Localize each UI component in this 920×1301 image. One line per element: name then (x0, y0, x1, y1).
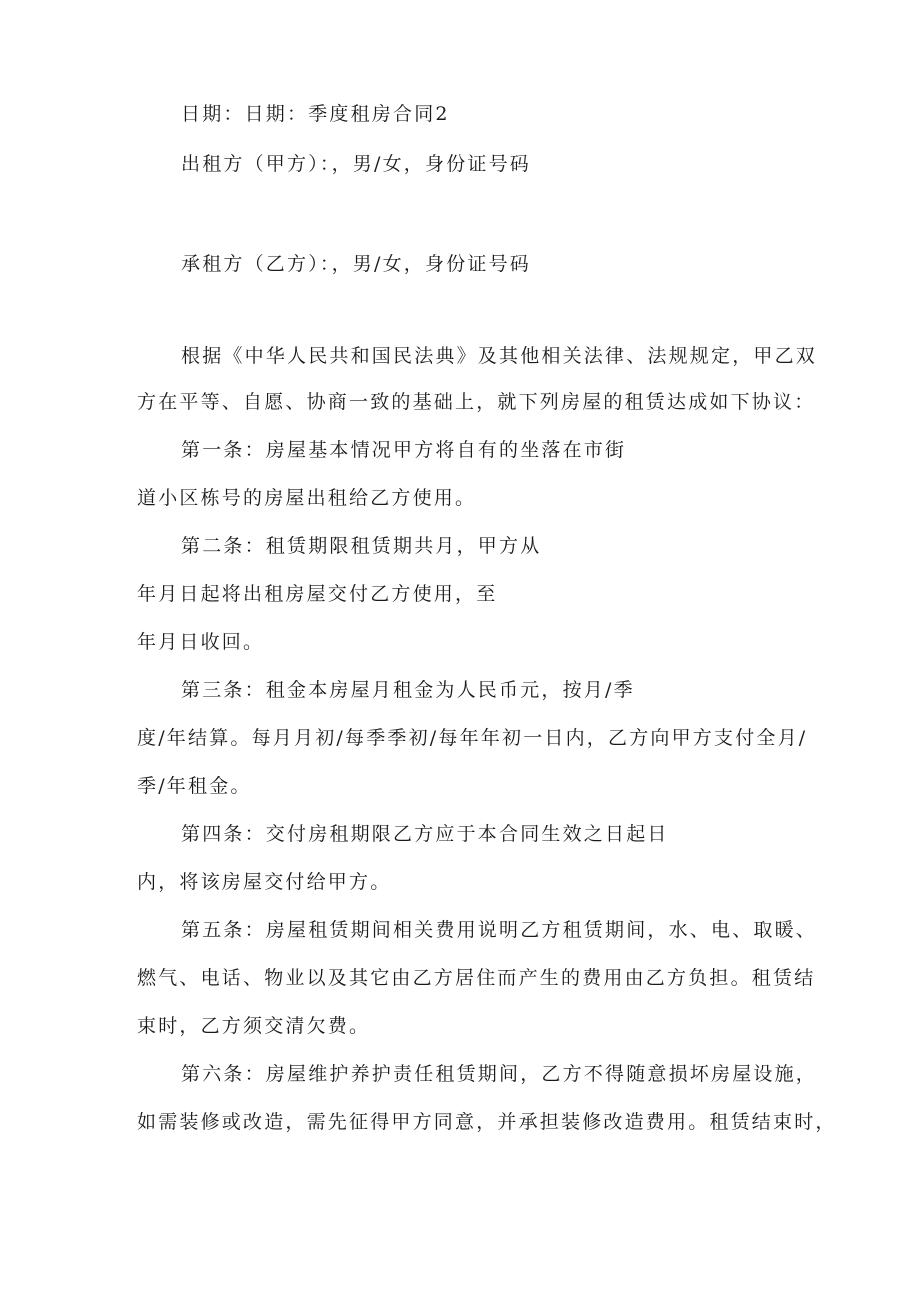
date-line: 日期：日期：季度租房合同2 (181, 103, 450, 125)
preamble-line-2: 方在平等、自愿、协商一致的基础上，就下列房屋的租赁达成如下协议： (137, 391, 816, 413)
article-6-line-1: 第六条：房屋维护养护责任租赁期间，乙方不得随意损坏房屋设施， (181, 1063, 818, 1085)
article-4-line-2: 内，将该房屋交付给甲方。 (137, 871, 392, 893)
article-5-line-1: 第五条：房屋租赁期间相关费用说明乙方租赁期间，水、电、取暖、 (181, 919, 818, 941)
article-6-line-2: 如需装修或改造，需先征得甲方同意，并承担装修改造费用。租赁结束时， (137, 1111, 837, 1133)
article-3-line-2: 度/年结算。每月月初/每季季初/每年年初一日内，乙方向甲方支付全月/ (137, 727, 808, 749)
article-2-line-3: 年月日收回。 (137, 631, 265, 653)
article-5-line-3: 束时，乙方须交清欠费。 (137, 1015, 371, 1037)
lessor-line: 出租方（甲方）：，男/女，身份证号码 (181, 153, 532, 175)
article-2-line-1: 第二条：租赁期限租赁期共月，甲方从 (181, 535, 542, 557)
preamble-line-1: 根据《中华人民共和国民法典》及其他相关法律、法规规定，甲乙双 (181, 345, 818, 367)
article-3-line-3: 季/年租金。 (137, 775, 252, 797)
lessee-line: 承租方（乙方）：，男/女，身份证号码 (181, 253, 532, 275)
article-1-line-2: 道小区栋号的房屋出租给乙方使用。 (137, 487, 477, 509)
article-2-line-2: 年月日起将出租房屋交付乙方使用，至 (137, 583, 498, 605)
article-3-line-1: 第三条：租金本房屋月租金为人民币元，按月/季 (181, 679, 635, 701)
article-4-line-1: 第四条：交付房租期限乙方应于本合同生效之日起日 (181, 823, 669, 845)
article-1-line-1: 第一条：房屋基本情况甲方将自有的坐落在市街 (181, 439, 627, 461)
article-5-line-2: 燃气、电话、物业以及其它由乙方居住而产生的费用由乙方负担。租赁结 (137, 967, 816, 989)
